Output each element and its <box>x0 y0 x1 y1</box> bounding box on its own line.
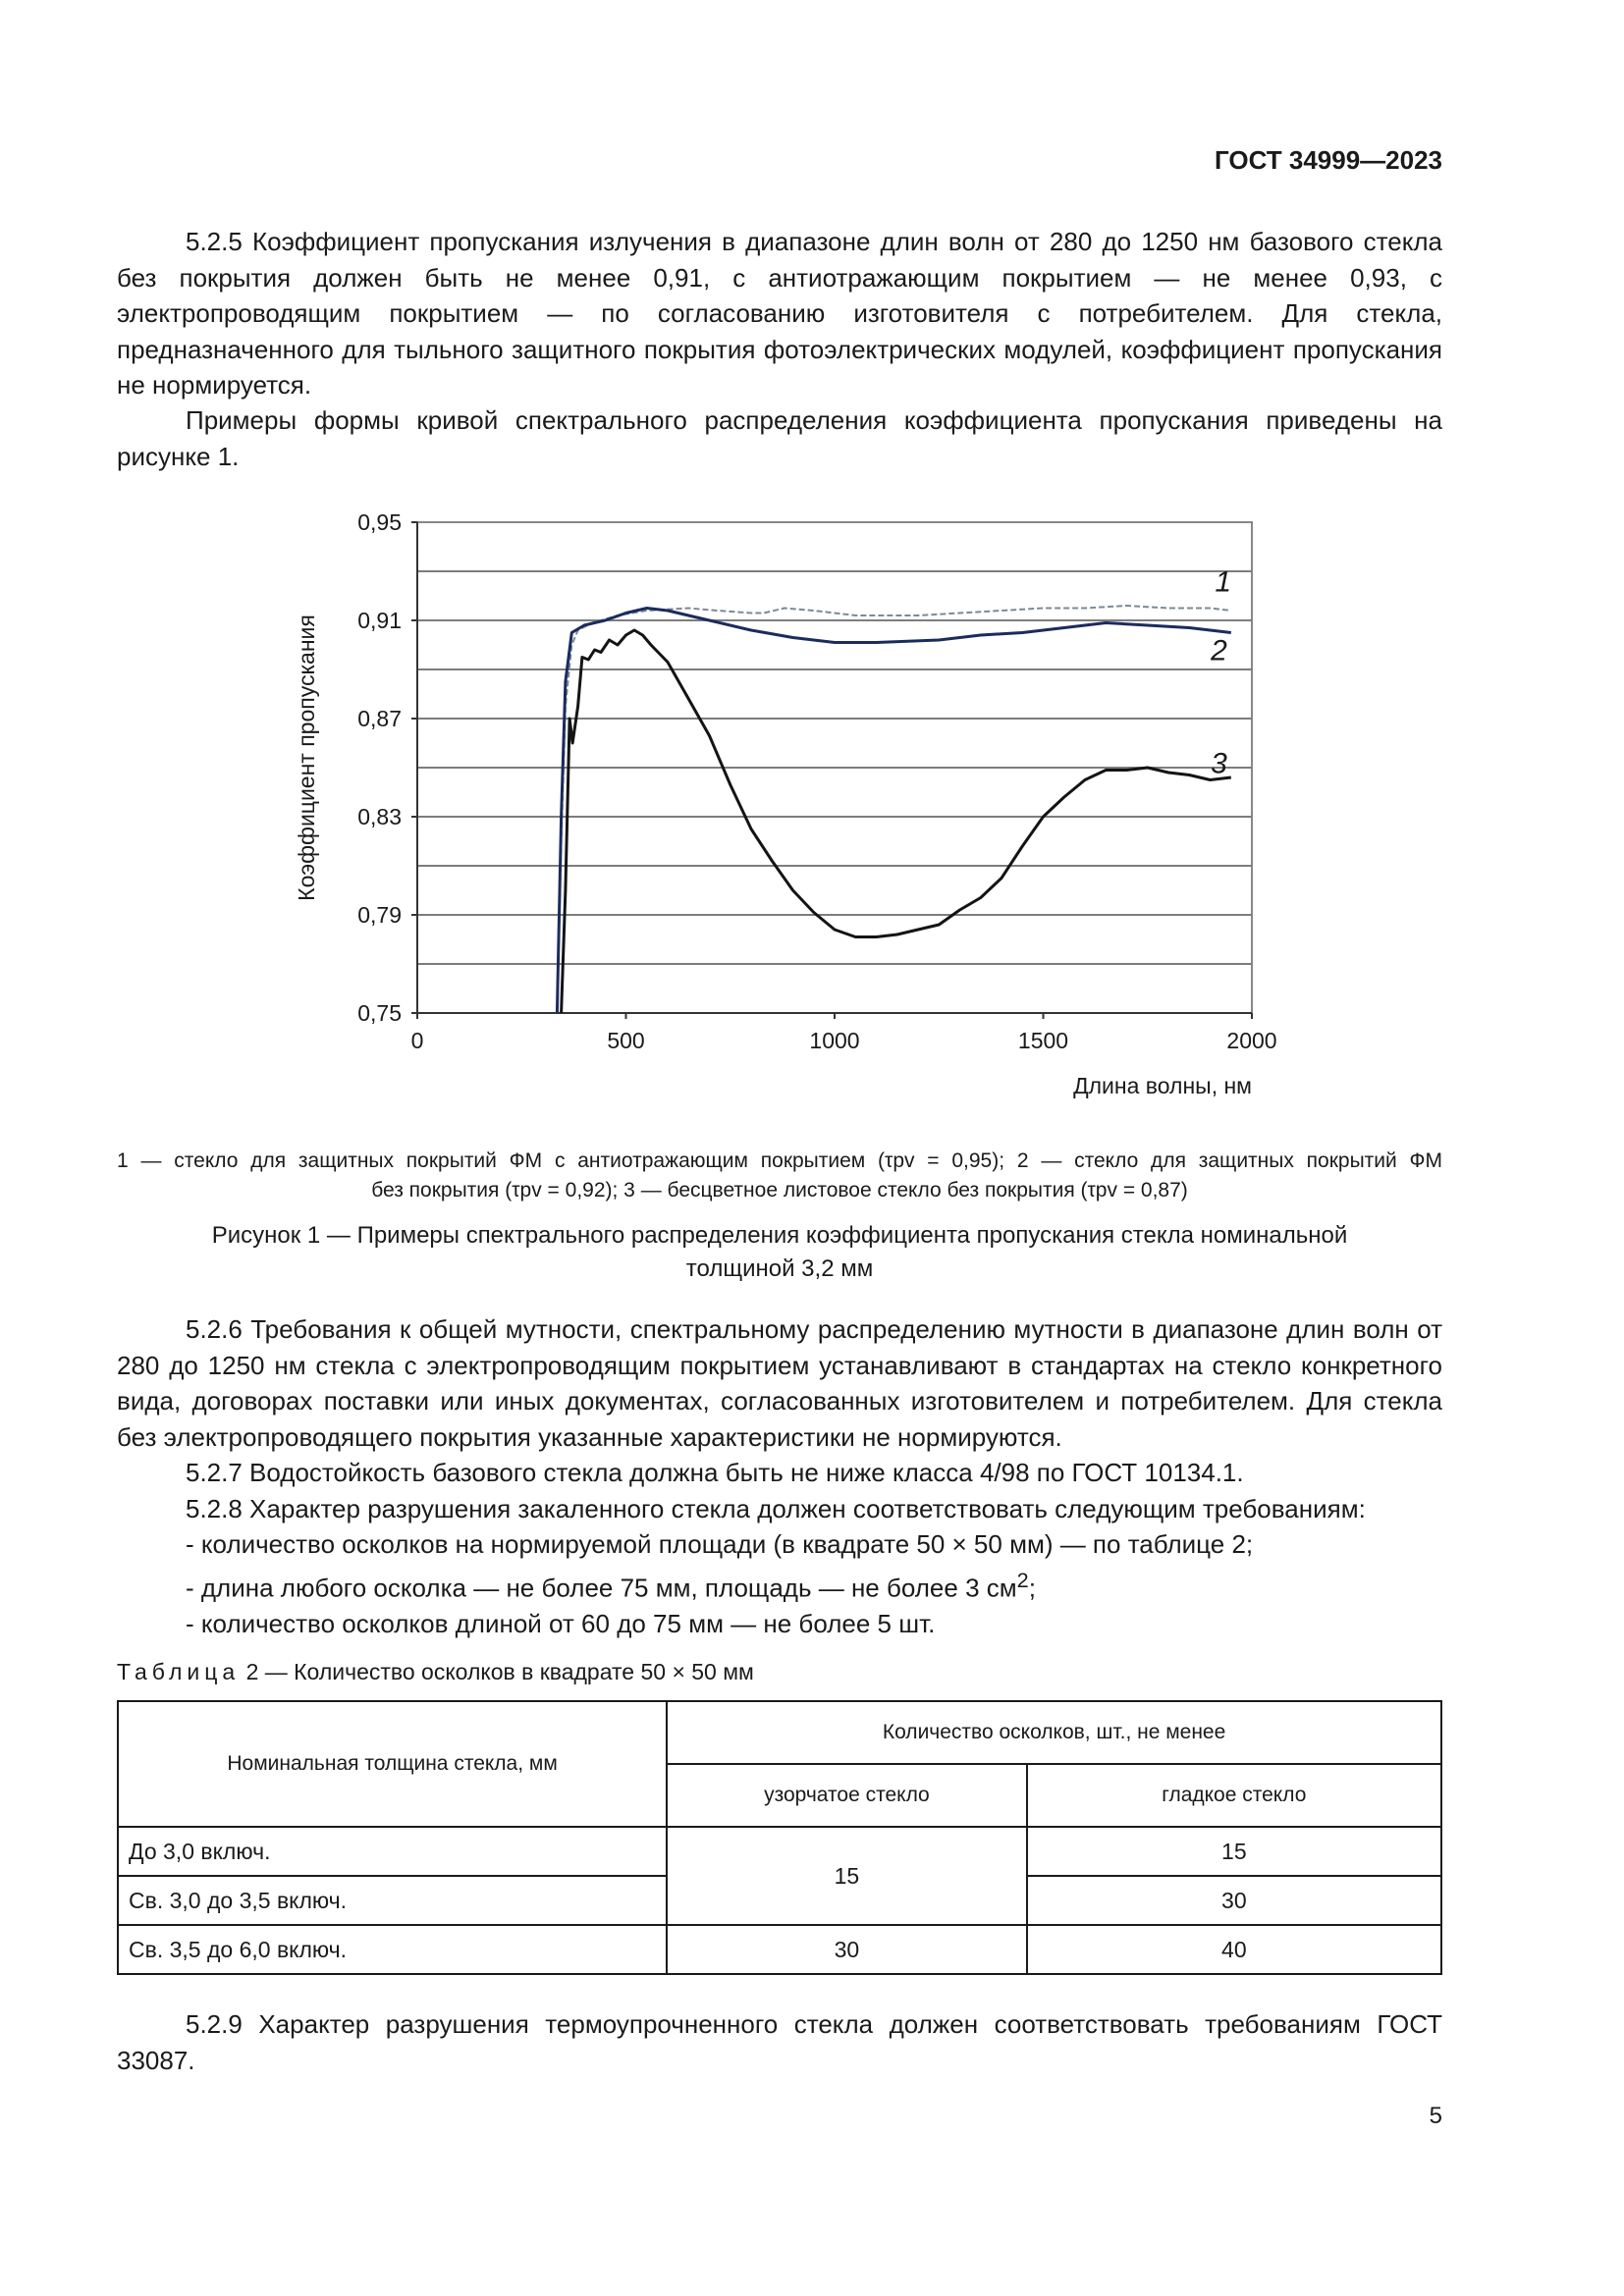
superscript-2: 2 <box>1016 1567 1029 1592</box>
table-2 <box>117 1700 1442 1975</box>
header-fragment-count: Количество осколков, шт., не менее <box>667 1701 1441 1764</box>
figure-legend <box>117 1147 1442 1205</box>
series-1-label: 1 <box>1215 565 1231 599</box>
table-title-rest: 2 — Количество осколков в квадрате 50 × 50 мм <box>240 1659 754 1684</box>
paragraph-5-2-5 <box>117 224 1442 403</box>
bullet-item-2-end: ; <box>1028 1573 1036 1603</box>
header-patterned-glass: узорчатое стекло <box>667 1764 1026 1827</box>
transmission-chart-svg <box>275 496 1296 1124</box>
figure-caption-line-1: Рисунок 1 — Примеры спектрального распределения коэффициента пропускания стекла номинальной <box>211 1222 1348 1249</box>
row-label: До 3,0 включ. <box>118 1827 667 1876</box>
paragraph-5-2-9 <box>117 2006 1442 2078</box>
bullet-item-3: - количество осколков длиной от 60 до 75 мм — не более 5 шт. <box>186 1608 936 1638</box>
bullet-item-2 <box>117 1563 1442 1606</box>
series-1-line <box>557 606 1230 1013</box>
x-axis-label: Длина волны, нм <box>1073 1073 1252 1098</box>
series-3-line <box>562 630 1231 1013</box>
row-label: Св. 3,5 до 6,0 включ. <box>118 1925 667 1974</box>
table-row <box>118 1925 1441 1974</box>
y-tick-label: 0,87 <box>357 706 402 731</box>
header-smooth-glass: гладкое стекло <box>1027 1764 1441 1827</box>
header-nominal-thickness: Номинальная толщина стекла, мм <box>118 1701 667 1827</box>
row-label: Св. 3,0 до 3,5 включ. <box>118 1876 667 1925</box>
figure-caption-line-2: толщиной 3,2 мм <box>685 1255 874 1282</box>
paragraph-text: 5.2.5 Коэффициент пропускания излучения в диапазоне длин волн от 280 до 1250 нм базового стекла без покрытия должен быть не менее 0,91, с антиотражающим покрытием — не менее 0,93, с электропроводящим покрытием — по согласованию изготовителя с потребителем. Для стекла, предназначенного для тыльного защитного покрытия фотоэлектрических модулей, коэффициент пропускания не нормируется. <box>117 227 1442 400</box>
cell-patterned: 30 <box>667 1925 1026 1974</box>
bullet-item-1: - количество осколков на нормируемой площади (в квадрате 50 × 50 мм) — по таблице 2; <box>186 1529 1254 1559</box>
series-3-label: 3 <box>1211 747 1227 780</box>
section-5-2-6-to-5-2-8 <box>117 1311 1442 1641</box>
y-tick-label: 0,83 <box>357 804 402 829</box>
standard-code: ГОСТ 34999—2023 <box>1215 145 1442 175</box>
figure-legend-line-1: 1 — стекло для защитных покрытий ФМ с антиотражающим покрытием (τpv = 0,95); 2 — стекло для защитных покрытий ФМ <box>117 1149 1442 1172</box>
y-tick-label: 0,75 <box>357 1000 402 1026</box>
cell-smooth: 40 <box>1027 1925 1441 1974</box>
x-tick-label: 2000 <box>1226 1028 1277 1053</box>
page-number: 5 <box>1429 2103 1442 2129</box>
y-tick-label: 0,79 <box>357 902 402 928</box>
x-tick-label: 1000 <box>809 1028 860 1053</box>
figure-caption <box>117 1219 1442 1286</box>
y-tick-label: 0,95 <box>357 509 402 535</box>
x-tick-label: 0 <box>410 1028 424 1053</box>
cell-smooth: 15 <box>1027 1827 1441 1876</box>
cell-patterned: 15 <box>667 1827 1026 1925</box>
x-tick-label: 1500 <box>1017 1028 1069 1053</box>
x-tick-label: 500 <box>607 1028 645 1053</box>
bullet-item-2-text: - длина любого осколка — не более 75 мм, площадь — не более 3 см <box>186 1573 1017 1603</box>
figure-1-chart <box>275 496 1296 1124</box>
paragraph-5-2-6: 5.2.6 Требования к общей мутности, спектральному распределению мутности в диапазоне длин волн от 280 до 1250 нм стекла с электропроводящим покрытием устанавливают в стандартах на стекло конкретного вида, договорах поставки или иных документах, согласованных изготовителем и потребителем. Для стекла без электропроводящего покрытия указанные характеристики не нормируются. <box>117 1314 1442 1452</box>
cell-smooth: 30 <box>1027 1876 1441 1925</box>
paragraph-figure-ref <box>117 402 1442 474</box>
series-2-label: 2 <box>1211 634 1227 667</box>
table-title-prefix: Таблица <box>117 1659 241 1684</box>
y-tick-label: 0,91 <box>357 608 402 633</box>
table-header-row <box>118 1701 1441 1764</box>
paragraph-text: 5.2.9 Характер разрушения термоупрочненного стекла должен соответствовать требованиям ГОСТ 33087. <box>117 2009 1442 2075</box>
table-row <box>118 1827 1441 1876</box>
paragraph-text: Примеры формы кривой спектрального распределения коэффициента пропускания приведены на рисунке 1. <box>117 405 1442 471</box>
y-axis-label: Коэффициент пропускания <box>294 614 319 901</box>
paragraph-5-2-8: 5.2.8 Характер разрушения закаленного стекла должен соответствовать следующим требованиям: <box>186 1493 1366 1523</box>
figure-legend-line-2: без покрытия (τpv = 0,92); 3 — бесцветное листовое стекло без покрытия (τpv = 0,87) <box>371 1179 1188 1201</box>
paragraph-5-2-7: 5.2.7 Водостойкость базового стекла должна быть не ниже класса 4/98 по ГОСТ 10134.1. <box>186 1458 1244 1487</box>
table-2-title <box>117 1659 754 1685</box>
